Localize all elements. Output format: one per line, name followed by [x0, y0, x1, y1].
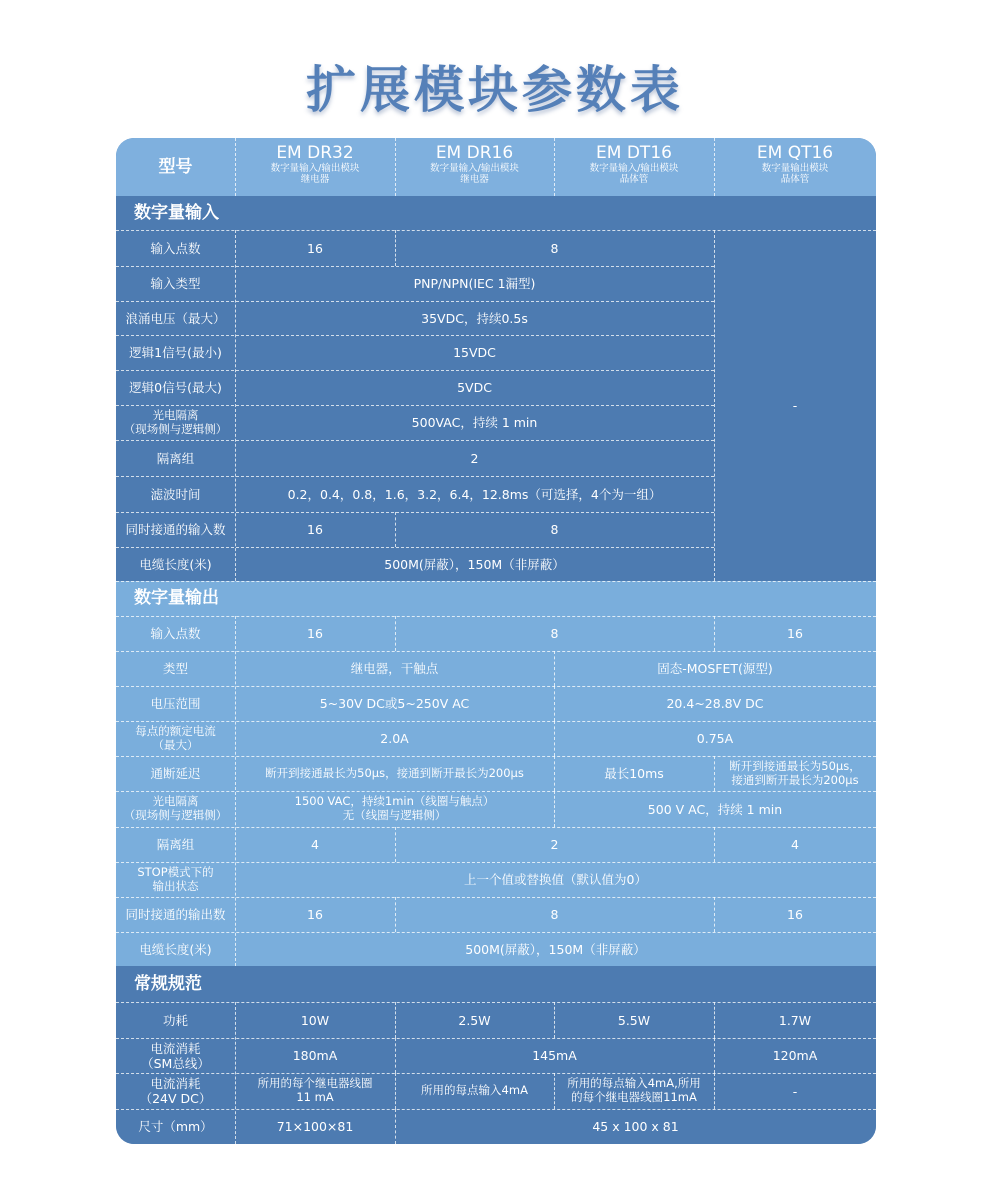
do-current-label-text-2: （最大）	[152, 737, 199, 752]
do-isolation-solid-text: 500 V AC，持续 1 min	[647, 801, 783, 817]
do-type-solid-text: 固态-MOSFET(源型)	[657, 661, 773, 676]
do-delay-dt16-text: 最长10ms	[604, 766, 664, 781]
di-type-label-text: 输入类型	[150, 276, 201, 291]
do-points-qt16-text: 16	[787, 626, 803, 641]
column-divider	[395, 827, 396, 862]
do-simultaneous-mid-text: 8	[550, 907, 559, 922]
gen-dc-current-dr32-text-2: 11 mA	[296, 1090, 334, 1104]
gen-power-label	[116, 1002, 235, 1038]
do-delay-label	[116, 756, 235, 791]
di-isolation-label-text-1: 光电隔离	[152, 407, 199, 422]
do-simultaneous-label	[116, 897, 235, 932]
do-delay-qt16-text-2: 接通到断开最长为200μs	[731, 772, 859, 787]
column-divider	[714, 756, 715, 791]
di-points-dr32-text: 16	[307, 240, 323, 256]
do-simultaneous-qt16	[714, 897, 876, 932]
gen-size-label-text: 尺寸（mm）	[138, 1119, 213, 1134]
section-general	[116, 966, 876, 1002]
di-points-label	[116, 230, 235, 266]
header-col-1-text-1: EM DR32	[276, 143, 354, 163]
di-isolation-label-text-2: （现场侧与逻辑侧）	[123, 421, 228, 436]
header-model-label	[116, 138, 235, 196]
gen-power-qt16-text: 1.7W	[778, 1012, 812, 1028]
header-col-2-text-1: EM DR16	[435, 143, 514, 163]
gen-sm-current-label-text-1: 电流消耗	[150, 1040, 201, 1056]
di-simultaneous-label	[116, 512, 235, 547]
column-divider	[395, 512, 396, 547]
column-divider	[714, 897, 715, 932]
do-groups-mid	[395, 827, 714, 862]
do-stop-label-text-2: 输出状态	[152, 878, 199, 893]
di-cable-value-text: 500M(屏蔽），150M（非屏蔽）	[384, 556, 565, 572]
di-groups-label-text: 隔离组	[156, 450, 195, 466]
gen-size-others-text: 45 x 100 x 81	[592, 1119, 679, 1134]
di-cable-label-text: 电缆长度(米)	[139, 556, 212, 572]
do-isolation-relay	[235, 791, 554, 827]
do-type-solid	[554, 651, 876, 686]
row-divider	[116, 581, 876, 582]
column-divider	[554, 791, 555, 827]
di-logic1-value	[235, 335, 714, 370]
do-voltage-relay-text: 5~30V DC或5~250V AC	[319, 696, 470, 711]
do-isolation-label-text-1: 光电隔离	[152, 794, 199, 809]
header-col-3	[554, 138, 714, 196]
do-type-label	[116, 651, 235, 686]
gen-dc-current-qt16	[714, 1073, 876, 1109]
di-isolation-value	[235, 405, 714, 440]
do-points-dr32-text: 16	[307, 626, 323, 641]
do-points-qt16	[714, 616, 876, 651]
do-delay-qt16-text-1: 断开到接通最长为50μs，	[729, 758, 861, 773]
do-simultaneous-dr32	[235, 897, 395, 932]
column-divider	[395, 1038, 396, 1073]
header-col-4-text-1: EM QT16	[756, 143, 834, 163]
header-col-2	[395, 138, 554, 196]
column-divider	[395, 1002, 396, 1038]
header-col-1	[235, 138, 395, 196]
do-isolation-label-text-2: （现场侧与逻辑侧）	[123, 808, 228, 822]
do-cable-value-text: 500M(屏蔽），150M（非屏蔽）	[465, 941, 646, 957]
do-delay-relay	[235, 756, 554, 791]
do-isolation-solid	[554, 791, 876, 827]
gen-power-dr32-text: 10W	[300, 1012, 330, 1028]
di-logic1-value-text: 15VDC	[453, 345, 496, 360]
header-col-1-text-2: 数字量输入/输出模块	[270, 162, 360, 174]
di-points-others	[395, 230, 714, 266]
gen-sm-current-dr32-text: 180mA	[292, 1048, 338, 1063]
header-col-4-text-2: 数字量输出模块	[761, 162, 829, 174]
gen-size-label	[116, 1109, 235, 1144]
do-voltage-label	[116, 686, 235, 721]
di-isolation-value-text: 500VAC，持续 1 min	[411, 415, 538, 430]
column-divider	[554, 1073, 555, 1109]
do-current-solid-text: 0.75A	[696, 731, 734, 746]
gen-dc-current-dr32	[235, 1073, 395, 1109]
di-simultaneous-dr32	[235, 512, 395, 547]
gen-power-dr16-text: 2.5W	[458, 1012, 491, 1028]
column-divider	[714, 827, 715, 862]
do-points-label-text: 输入点数	[150, 626, 201, 641]
do-type-relay-text: 继电器，干触点	[350, 661, 439, 676]
gen-dc-current-dr16-text: 所用的每点输入4mA	[421, 1083, 528, 1098]
header-col-2-text-3: 继电器	[460, 174, 489, 186]
column-divider	[554, 138, 555, 196]
do-cable-label	[116, 932, 235, 966]
do-stop-label	[116, 862, 235, 897]
gen-size-others	[395, 1109, 876, 1144]
do-current-relay	[235, 721, 554, 756]
gen-sm-current-label	[116, 1038, 235, 1073]
do-simultaneous-dr32-text: 16	[307, 907, 323, 922]
do-groups-mid-text: 2	[550, 837, 559, 852]
column-divider	[395, 230, 396, 266]
di-groups-value-text: 2	[470, 450, 479, 466]
section-digital-input	[116, 196, 876, 230]
gen-dc-current-dr32-text-1: 所用的每个继电器线圈	[257, 1076, 373, 1091]
do-simultaneous-mid	[395, 897, 714, 932]
di-logic0-value-text: 5VDC	[457, 380, 492, 395]
header-col-3-text-2: 数字量输入/输出模块	[589, 162, 679, 174]
section-digital-input-text: 数字量输入	[134, 202, 219, 223]
header-col-2-text-2: 数字量输入/输出模块	[430, 162, 519, 174]
do-isolation-relay-text-2: 无（线圈与逻辑侧）	[342, 808, 447, 822]
do-cable-label-text: 电缆长度(米)	[139, 941, 212, 957]
di-surge-value	[235, 301, 714, 335]
gen-dc-current-label	[116, 1073, 235, 1109]
do-delay-label-text: 通断延迟	[150, 766, 201, 781]
di-qt16-value-text: -	[792, 398, 798, 413]
section-general-text: 常规规范	[134, 973, 202, 994]
column-divider	[235, 138, 236, 196]
do-current-solid	[554, 721, 876, 756]
do-points-mid	[395, 616, 714, 651]
do-voltage-solid	[554, 686, 876, 721]
gen-dc-current-qt16-text: -	[792, 1083, 798, 1099]
section-digital-output-text: 数字量输出	[134, 588, 219, 609]
di-qt16-value	[714, 230, 876, 581]
gen-sm-current-mid	[395, 1038, 714, 1073]
do-stop-label-text-1: STOP模式下的	[137, 864, 214, 879]
di-isolation-label	[116, 405, 235, 440]
di-points-label-text: 输入点数	[150, 240, 201, 256]
di-surge-value-text: 35VDC，持续0.5s	[421, 310, 528, 326]
di-filter-value-text: 0.2，0.4，0.8，1.6，3.2，6.4，12.8ms（可选择，4个为一组）	[287, 486, 662, 502]
do-points-label	[116, 616, 235, 651]
do-delay-dt16	[554, 756, 714, 791]
header-col-3-text-3: 晶体管	[619, 174, 649, 186]
di-filter-value	[235, 476, 714, 512]
gen-dc-current-dt16-text-1: 所用的每点输入4mA,所用	[567, 1076, 701, 1091]
do-groups-qt16-text: 4	[791, 837, 799, 852]
di-logic0-label-text: 逻辑0信号(最大)	[129, 380, 222, 395]
di-cable-value	[235, 547, 714, 581]
do-type-relay	[235, 651, 554, 686]
gen-power-dr16	[395, 1002, 554, 1038]
column-divider	[395, 897, 396, 932]
gen-power-qt16	[714, 1002, 876, 1038]
do-current-label	[116, 721, 235, 756]
do-voltage-label-text: 电压范围	[150, 696, 201, 711]
gen-dc-current-label-text-1: 电流消耗	[150, 1076, 201, 1091]
do-simultaneous-label-text: 同时接通的输出数	[125, 907, 226, 922]
gen-power-dr32	[235, 1002, 395, 1038]
di-surge-label	[116, 301, 235, 335]
do-voltage-relay	[235, 686, 554, 721]
di-type-label	[116, 266, 235, 301]
gen-sm-current-label-text-2: （SM总线）	[141, 1055, 210, 1071]
gen-sm-current-qt16-text: 120mA	[772, 1048, 818, 1063]
gen-power-dt16	[554, 1002, 714, 1038]
header-col-3-text-1: EM DT16	[596, 143, 672, 163]
column-divider	[714, 1038, 715, 1073]
di-logic1-label	[116, 335, 235, 370]
column-divider	[714, 138, 715, 196]
column-divider	[395, 1073, 396, 1109]
do-groups-qt16	[714, 827, 876, 862]
gen-dc-current-dt16	[554, 1073, 714, 1109]
column-divider	[554, 1002, 555, 1038]
di-type-value	[235, 266, 714, 301]
column-divider	[714, 1002, 715, 1038]
di-points-others-text: 8	[550, 240, 559, 256]
header-col-4	[714, 138, 876, 196]
di-groups-value	[235, 440, 714, 476]
header-col-1-text-3: 继电器	[300, 174, 330, 186]
column-divider	[714, 616, 715, 651]
column-divider	[554, 756, 555, 791]
gen-dc-current-label-text-2: （24V DC）	[139, 1091, 212, 1106]
gen-size-dr32-text: 71×100×81	[276, 1119, 354, 1134]
do-stop-value	[235, 862, 876, 897]
gen-dc-current-dr16	[395, 1073, 554, 1109]
page-title: 扩展模块参数表	[306, 61, 684, 119]
do-groups-label-text: 隔离组	[156, 837, 195, 852]
di-simultaneous-label-text: 同时接通的输入数	[125, 522, 226, 537]
gen-power-dt16-text: 5.5W	[617, 1012, 651, 1028]
di-logic0-label	[116, 370, 235, 405]
column-divider	[714, 230, 715, 581]
do-voltage-solid-text: 20.4~28.8V DC	[666, 696, 764, 711]
do-groups-dr32	[235, 827, 395, 862]
di-simultaneous-others	[395, 512, 714, 547]
do-points-dr32	[235, 616, 395, 651]
do-simultaneous-qt16-text: 16	[787, 907, 803, 922]
gen-sm-current-mid-text: 145mA	[532, 1048, 577, 1063]
column-divider	[395, 616, 396, 651]
di-groups-label	[116, 440, 235, 476]
parameter-table	[116, 138, 876, 1144]
di-type-value-text: PNP/NPN(IEC 1漏型)	[413, 276, 536, 291]
do-cable-value	[235, 932, 876, 966]
section-digital-output	[116, 581, 876, 616]
gen-sm-current-dr32	[235, 1038, 395, 1073]
column-divider	[395, 138, 396, 196]
column-divider	[395, 1109, 396, 1144]
di-filter-label	[116, 476, 235, 512]
do-delay-qt16	[714, 756, 876, 791]
column-divider	[554, 686, 555, 721]
column-divider	[554, 721, 555, 756]
do-isolation-relay-text-1: 1500 VAC，持续1min（线圈与触点）	[294, 794, 495, 809]
di-logic0-value	[235, 370, 714, 405]
do-points-mid-text: 8	[550, 626, 559, 641]
do-isolation-label	[116, 791, 235, 827]
column-divider	[554, 651, 555, 686]
di-filter-label-text: 滤波时间	[150, 486, 201, 502]
do-delay-relay-text: 断开到接通最长为50μs，接通到断开最长为200μs	[265, 765, 524, 780]
do-groups-label	[116, 827, 235, 862]
di-points-dr32	[235, 230, 395, 266]
do-stop-value-text: 上一个值或替换值（默认值为0）	[464, 872, 647, 887]
gen-size-dr32	[235, 1109, 395, 1144]
do-current-label-text-1: 每点的额定电流	[135, 723, 216, 738]
di-cable-label	[116, 547, 235, 581]
di-logic1-label-text: 逻辑1信号(最小)	[129, 345, 222, 360]
di-surge-label-text: 浪涌电压（最大）	[125, 310, 226, 326]
do-type-label-text: 类型	[162, 661, 188, 676]
gen-dc-current-dt16-text-2: 的每个继电器线圈11mA	[571, 1090, 697, 1104]
header-model-label-text: 型号	[158, 156, 193, 177]
gen-sm-current-qt16	[714, 1038, 876, 1073]
do-groups-dr32-text: 4	[311, 837, 319, 852]
do-current-relay-text: 2.0A	[380, 731, 409, 746]
column-divider	[714, 1073, 715, 1109]
di-simultaneous-others-text: 8	[550, 522, 559, 537]
di-simultaneous-dr32-text: 16	[307, 522, 323, 537]
gen-power-label-text: 功耗	[162, 1012, 188, 1028]
header-col-4-text-3: 晶体管	[780, 174, 810, 186]
